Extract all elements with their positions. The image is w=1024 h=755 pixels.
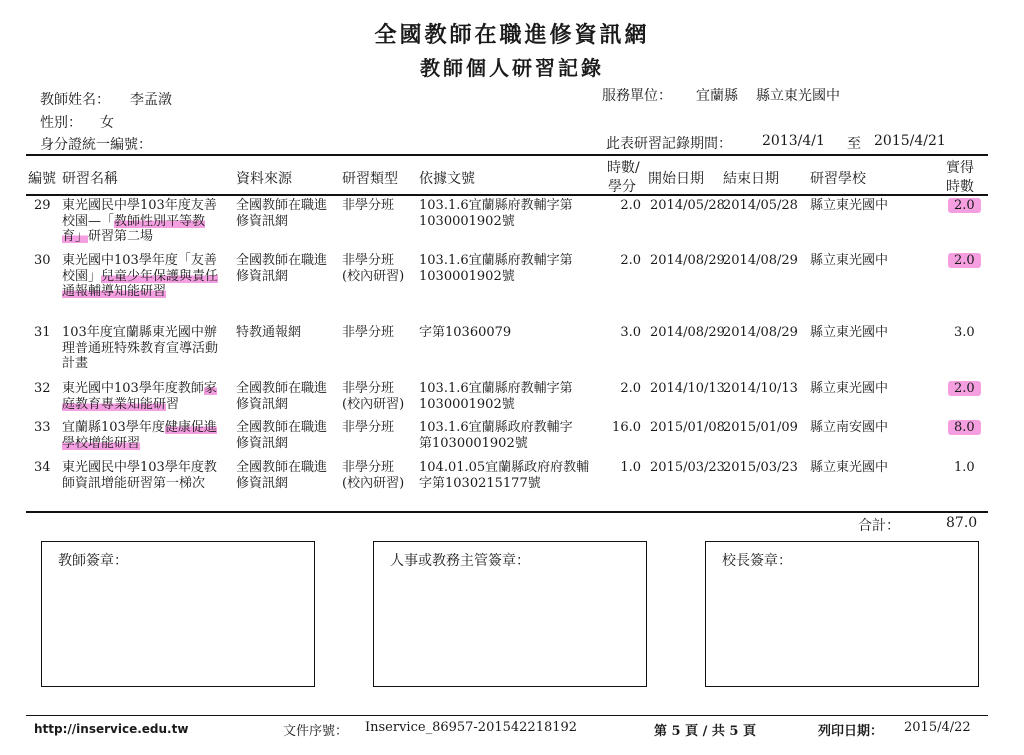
col-school: 研習學校 bbox=[810, 171, 866, 187]
period-to: 至 bbox=[847, 136, 861, 152]
course-text: 東光國中103學年度教師 bbox=[62, 381, 204, 396]
row-hours: 16.0 bbox=[612, 420, 641, 435]
row-hours: 2.0 bbox=[620, 198, 641, 213]
row-type: 非學分班 bbox=[342, 198, 395, 213]
earned-value: 2.0 bbox=[948, 253, 981, 268]
row-end: 2014/10/13 bbox=[723, 381, 798, 396]
row-hours: 2.0 bbox=[620, 381, 641, 396]
id-label: 身分證統一編號： bbox=[40, 137, 152, 153]
row-no: 34 bbox=[34, 460, 51, 475]
row-earned: 3.0 bbox=[954, 325, 975, 340]
total-label: 合計： bbox=[858, 518, 900, 534]
principal-signature-label: 校長簽章： bbox=[722, 553, 792, 569]
row-hours: 1.0 bbox=[620, 460, 641, 475]
row-type: 非學分班 bbox=[342, 325, 395, 340]
row-course bbox=[62, 381, 222, 412]
row-source: 全國教師在職進修資訊網 bbox=[236, 460, 328, 491]
col-earned-top: 實得 bbox=[946, 160, 974, 176]
course-highlight: 健康促進學校增能研習 bbox=[62, 420, 217, 451]
row-source: 全國教師在職進修資訊網 bbox=[236, 420, 328, 451]
course-text: 東光國民中學103學年度教師資訊增能研習第一梯次 bbox=[62, 460, 217, 491]
row-type: 非學分班 (校內研習) bbox=[342, 381, 405, 412]
course-highlight: 教師性別平等教育」 bbox=[62, 213, 206, 244]
row-school: 縣立東光國中 bbox=[810, 253, 889, 268]
row-school: 縣立東光國中 bbox=[810, 381, 889, 396]
row-no: 31 bbox=[34, 325, 51, 340]
row-hours: 2.0 bbox=[620, 253, 641, 268]
row-doc: 字第10360079 bbox=[419, 325, 512, 340]
period-label: 此表研習記錄期間： bbox=[606, 136, 732, 152]
course-text: 103年度宜蘭縣東光國中辦理普通班特殊教育宣導活動計畫 bbox=[62, 325, 219, 371]
print-date: 2015/4/22 bbox=[904, 720, 971, 735]
row-doc: 103.1.6宜蘭縣政府教輔字第1030001902號 bbox=[419, 420, 573, 451]
period-end: 2015/4/21 bbox=[874, 133, 946, 149]
row-start: 2014/05/28 bbox=[650, 198, 725, 213]
personnel-signature-box bbox=[373, 541, 647, 687]
course-highlight: 兒童少年保護與責任通報輔導知能研習 bbox=[62, 268, 219, 299]
footer-url[interactable]: http://inservice.edu.tw bbox=[34, 722, 189, 736]
unit-county: 宜蘭縣 bbox=[696, 88, 738, 104]
row-course bbox=[62, 198, 222, 245]
row-doc: 103.1.6宜蘭縣府教輔字第1030001902號 bbox=[419, 381, 573, 412]
row-hours: 3.0 bbox=[620, 325, 641, 340]
row-no: 30 bbox=[34, 253, 51, 268]
row-school: 縣立東光國中 bbox=[810, 198, 889, 213]
row-course bbox=[62, 420, 222, 451]
row-earned bbox=[948, 198, 981, 214]
col-course: 研習名稱 bbox=[62, 171, 118, 187]
course-text: 東光國民中學103年度友善校園—「 bbox=[62, 198, 217, 229]
row-course bbox=[62, 253, 222, 300]
col-start: 開始日期 bbox=[648, 171, 704, 187]
course-text-rest: 研習第二場 bbox=[88, 229, 154, 244]
serial-number: Inservice_86957-201542218192 bbox=[365, 720, 578, 735]
document-title: 教師個人研習記錄 bbox=[420, 56, 604, 80]
row-source: 特教通報網 bbox=[236, 325, 302, 340]
row-school: 縣立東光國中 bbox=[810, 460, 889, 475]
print-date-label: 列印日期： bbox=[818, 724, 884, 739]
col-no: 編號 bbox=[28, 171, 56, 187]
row-no: 33 bbox=[34, 420, 51, 435]
table-top-rule bbox=[26, 154, 988, 156]
table-header-rule bbox=[26, 194, 988, 196]
row-end: 2014/08/29 bbox=[723, 325, 798, 340]
row-school: 縣立東光國中 bbox=[810, 325, 889, 340]
page-indicator: 第 5 頁 / 共 5 頁 bbox=[654, 724, 756, 739]
col-earned-bottom: 時數 bbox=[946, 179, 974, 195]
period-start: 2013/4/1 bbox=[762, 133, 825, 149]
course-highlight: 家庭教育專業知能研 bbox=[62, 381, 217, 412]
row-no: 32 bbox=[34, 381, 51, 396]
earned-value: 8.0 bbox=[948, 420, 981, 435]
row-earned: 1.0 bbox=[954, 460, 975, 475]
col-hours-bottom: 學分 bbox=[608, 179, 636, 195]
row-doc: 104.01.05宜蘭縣政府府教輔字第1030215177號 bbox=[419, 460, 590, 491]
row-source: 全國教師在職進修資訊網 bbox=[236, 381, 328, 412]
row-start: 2014/08/29 bbox=[650, 253, 725, 268]
row-type: 非學分班 bbox=[342, 420, 395, 435]
row-end: 2015/03/23 bbox=[723, 460, 798, 475]
row-earned bbox=[948, 253, 981, 269]
earned-value: 2.0 bbox=[948, 198, 981, 213]
unit-label: 服務單位： bbox=[602, 88, 672, 104]
row-start: 2015/03/23 bbox=[650, 460, 725, 475]
row-source: 全國教師在職進修資訊網 bbox=[236, 253, 328, 284]
row-course bbox=[62, 460, 222, 491]
teacher-name: 李孟潡 bbox=[130, 92, 172, 108]
total-value: 87.0 bbox=[946, 515, 978, 531]
col-doc: 依據文號 bbox=[419, 171, 475, 187]
earned-value: 2.0 bbox=[948, 381, 981, 396]
teacher-signature-box bbox=[41, 541, 315, 687]
row-start: 2014/08/29 bbox=[650, 325, 725, 340]
gender-label: 性別： bbox=[40, 115, 82, 131]
row-type: 非學分班 (校內研習) bbox=[342, 460, 405, 491]
course-text: 東光國中103學年度「友善校園」 bbox=[62, 253, 217, 284]
teacher-signature-label: 教師簽章： bbox=[58, 553, 128, 569]
row-school: 縣立南安國中 bbox=[810, 420, 889, 435]
principal-signature-box bbox=[705, 541, 979, 687]
col-type: 研習類型 bbox=[342, 171, 398, 187]
row-start: 2014/10/13 bbox=[650, 381, 725, 396]
row-course bbox=[62, 325, 222, 372]
personnel-signature-label: 人事或教務主管簽章： bbox=[390, 553, 530, 569]
course-text: 宜蘭縣103學年度 bbox=[62, 420, 165, 435]
row-doc: 103.1.6宜蘭縣府教輔字第1030001902號 bbox=[419, 253, 573, 284]
col-hours-top: 時數/ bbox=[607, 160, 640, 176]
col-source: 資料來源 bbox=[236, 171, 292, 187]
name-label: 教師姓名： bbox=[40, 92, 110, 108]
row-source: 全國教師在職進修資訊網 bbox=[236, 198, 328, 229]
col-end: 結束日期 bbox=[723, 171, 779, 187]
footer-rule bbox=[26, 715, 988, 716]
row-earned bbox=[948, 381, 981, 397]
row-start: 2015/01/08 bbox=[650, 420, 725, 435]
row-no: 29 bbox=[34, 198, 51, 213]
course-text-rest: 習 bbox=[166, 396, 180, 412]
teacher-gender: 女 bbox=[100, 115, 114, 131]
row-end: 2015/01/09 bbox=[723, 420, 798, 435]
row-end: 2014/05/28 bbox=[723, 198, 798, 213]
unit-school: 縣立東光國中 bbox=[756, 88, 840, 104]
row-doc: 103.1.6宜蘭縣府教輔字第1030001902號 bbox=[419, 198, 573, 229]
row-type: 非學分班 (校內研習) bbox=[342, 253, 405, 284]
row-earned bbox=[948, 420, 981, 436]
row-end: 2014/08/29 bbox=[723, 253, 798, 268]
site-title: 全國教師在職進修資訊網 bbox=[374, 22, 650, 48]
table-bottom-rule bbox=[26, 511, 988, 513]
serial-label: 文件序號： bbox=[283, 724, 349, 739]
